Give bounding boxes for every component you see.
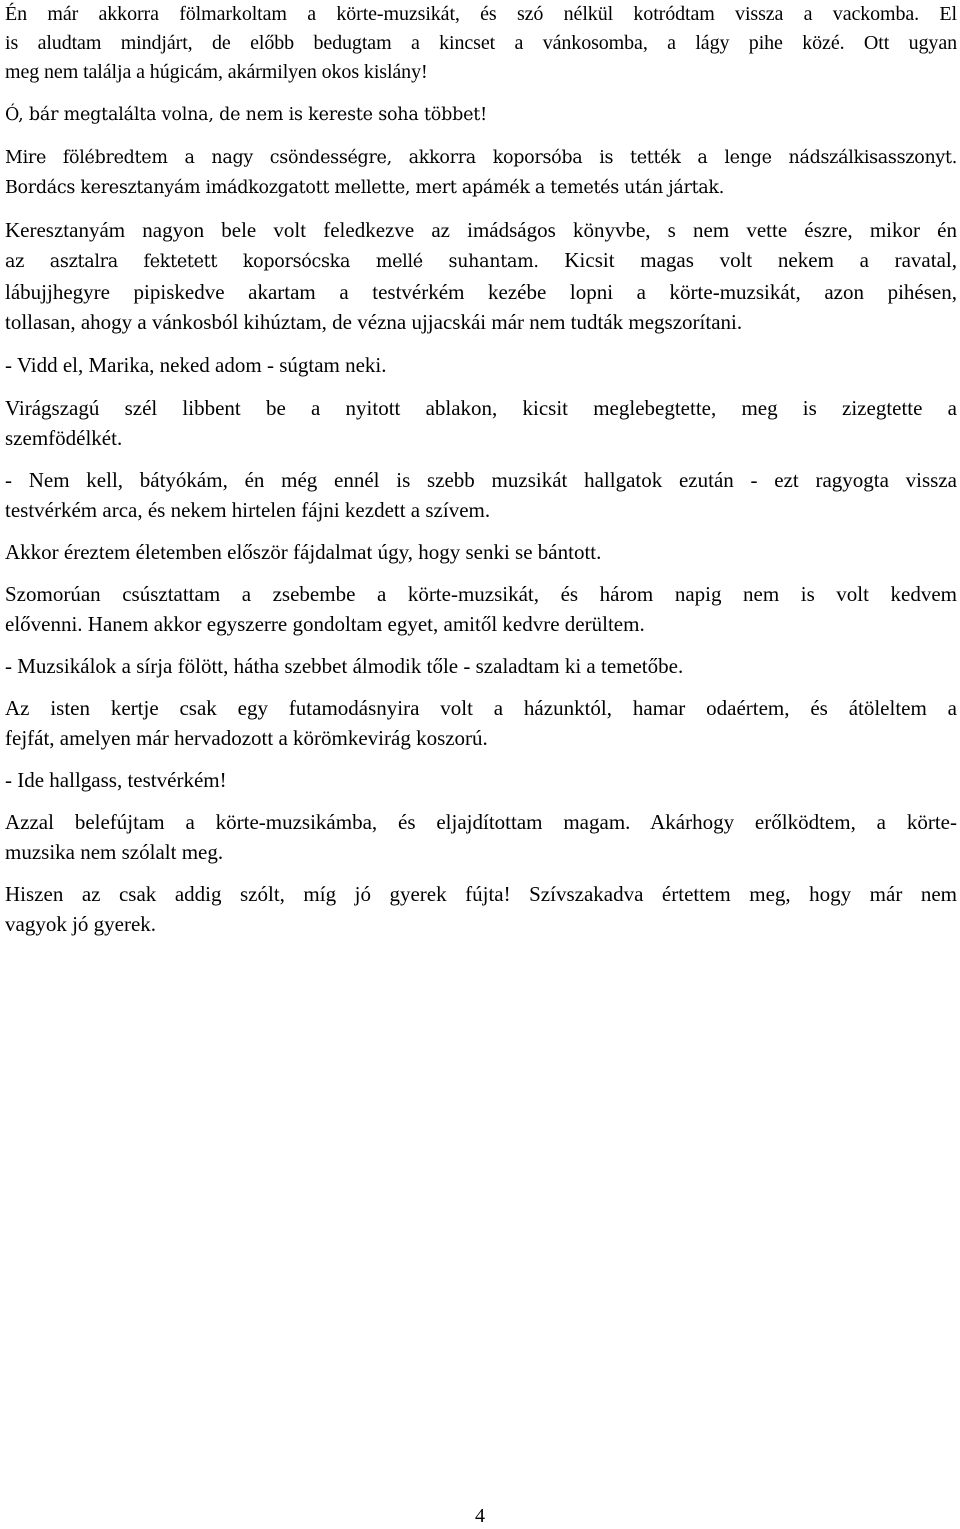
text-span: Kicsit magas volt nekem a ravatal, [538, 248, 957, 272]
text-line: vagyok jó gyerek. [5, 912, 157, 936]
paragraph-11 [5, 693, 957, 753]
text-line: fejfát, amelyen már hervadozott a körömkevirág koszorú. [5, 726, 488, 750]
text-line: - Muzsikálok a sírja fölött, hátha szebbet álmodik tőle - szaladtam ki a temetőbe. [5, 654, 684, 678]
text-line: Mire fölébredtem a nagy csöndességre, akkorra koporsóba is tették a lenge nádszálkisasszonyt. [5, 148, 957, 168]
text-line: - Vidd el, Marika, neked adom - súgtam neki. [5, 353, 387, 377]
paragraph-10 [5, 651, 957, 681]
paragraph-9 [5, 579, 957, 639]
paragraph-6 [5, 393, 957, 453]
text-line: Ó, bár megtalálta volna, de nem is kereste soha többet! [5, 105, 487, 125]
paragraph-7 [5, 465, 957, 525]
text-line: szemfödélkét. [5, 426, 123, 450]
text-line: Én már akkorra fölmarkoltam a körte-muzsikát, és szó nélkül kotródtam vissza a vackomba. El [5, 3, 957, 25]
text-line: Virágszagú szél libbent be a nyitott ablakon, kicsit meglebegtette, meg is zizegtette a [5, 396, 957, 420]
text-line: meg nem találja a húgicám, akármilyen okos kislány! [5, 61, 428, 83]
text-line [5, 245, 957, 277]
text-line: Az isten kertje csak egy futamodásnyira volt a házunktól, hamar odaértem, és átöleltem a [5, 696, 957, 720]
paragraph-3 [5, 143, 957, 203]
text-line: Akkor éreztem életemben először fájdalmat úgy, hogy senki se bántott. [5, 540, 602, 564]
paragraph-4 [5, 215, 957, 337]
text-line: testvérkém arca, és nekem hirtelen fájni kezdett a szívem. [5, 498, 491, 522]
paragraph-2 [5, 100, 957, 130]
text-line: Keresztanyám nagyon bele volt feledkezve az imádságos könyvbe, s nem vette észre, mikor én [5, 218, 957, 242]
text-line: - Ide hallgass, testvérkém! [5, 768, 227, 792]
page-number: 4 [475, 1505, 485, 1527]
text-line: Hiszen az csak addig szólt, míg jó gyerek fújta! Szívszakadva értettem meg, hogy már nem [5, 882, 957, 906]
text-span: az asztalra fektetett koporsócska mellé suhantam. [5, 252, 539, 272]
paragraph-12 [5, 765, 957, 795]
text-line: is aludtam mindjárt, de előbb bedugtam a kincset a vánkosomba, a lágy pihe közé. Ott ugyan [5, 32, 957, 54]
paragraph-1 [5, 0, 957, 87]
text-line: Bordács keresztanyám imádkozgatott mellette, mert apámék a temetés után jártak. [5, 178, 724, 198]
text-line: - Nem kell, bátyókám, én még ennél is szebb muzsikát hallgatok ezután - ezt ragyogta vissza [5, 468, 957, 492]
paragraph-14 [5, 879, 957, 939]
text-line: Azzal belefújtam a körte-muzsikámba, és eljajdítottam magam. Akárhogy erőlködtem, a körte- [5, 810, 957, 834]
document-page [5, 0, 957, 951]
paragraph-5 [5, 350, 957, 380]
paragraph-8 [5, 537, 957, 567]
text-line: tollasan, ahogy a vánkosból kihúztam, de vézna ujjacskái már nem tudták megszorítani. [5, 310, 743, 334]
paragraph-13 [5, 807, 957, 867]
text-line: lábujjhegyre pipiskedve akartam a testvérkém kezébe lopni a körte-muzsikát, azon pihésen, [5, 280, 957, 304]
text-line: muzsika nem szólalt meg. [5, 840, 224, 864]
text-line: Szomorúan csúsztattam a zsebembe a körte-muzsikát, és három napig nem is volt kedvem [5, 582, 957, 606]
text-line: elővenni. Hanem akkor egyszerre gondoltam egyet, amitől kedvre derültem. [5, 612, 645, 636]
